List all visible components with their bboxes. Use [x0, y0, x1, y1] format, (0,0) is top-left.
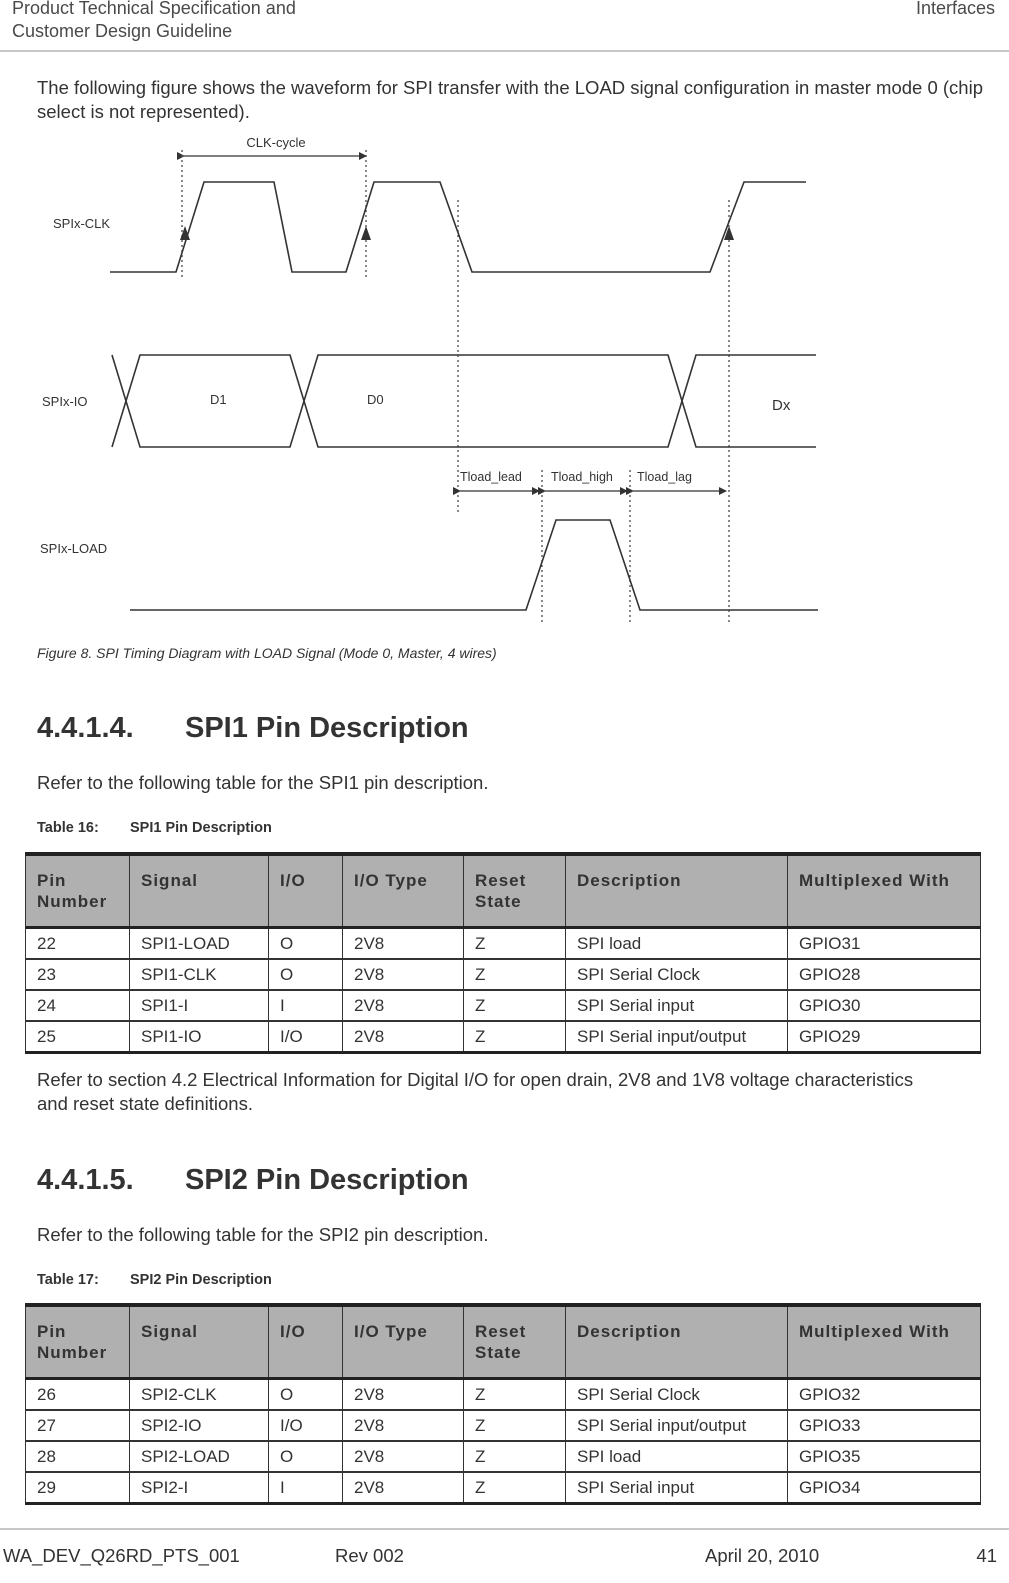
- col-header-multiplexed: Multiplexed With: [788, 1305, 981, 1379]
- cell-multiplexed: GPIO34: [788, 1472, 981, 1504]
- section-title: SPI2 Pin Description: [185, 1164, 469, 1196]
- cell-reset: Z: [464, 1472, 566, 1504]
- load-signal-label: SPIx-LOAD: [40, 541, 108, 556]
- cell-pin: 23: [26, 959, 130, 990]
- cell-multiplexed: GPIO35: [788, 1441, 981, 1472]
- cell-signal: SPI2-IO: [130, 1410, 269, 1441]
- cell-description: SPI Serial Clock: [566, 1379, 788, 1411]
- cell-signal: SPI1-I: [130, 990, 269, 1021]
- cell-io: O: [269, 1379, 343, 1411]
- cell-io-type: 2V8: [343, 1379, 464, 1411]
- timing-guide-lines: [182, 150, 729, 625]
- cell-signal: SPI2-LOAD: [130, 1441, 269, 1472]
- cell-io: O: [269, 928, 343, 960]
- cell-pin: 27: [26, 1410, 130, 1441]
- io-signal-label: SPIx-IO: [42, 394, 88, 409]
- cell-multiplexed: GPIO31: [788, 928, 981, 960]
- cell-description: SPI load: [566, 928, 788, 960]
- spi2-pin-table: [25, 1303, 981, 1505]
- cell-io: I/O: [269, 1021, 343, 1053]
- col-header-description: Description: [566, 854, 788, 928]
- footer-rule: [0, 1528, 1009, 1530]
- table-caption: [37, 820, 272, 836]
- tload-high-label: Tload_high: [551, 470, 613, 484]
- col-header-description: Description: [566, 1305, 788, 1379]
- tload-lead-label: Tload_lead: [460, 470, 522, 484]
- clk-rising-edge-marker: [361, 226, 371, 240]
- table-caption: [37, 1272, 272, 1288]
- cell-multiplexed: GPIO29: [788, 1021, 981, 1053]
- cell-io-type: 2V8: [343, 1410, 464, 1441]
- table-header-row: [26, 854, 981, 928]
- cell-reset: Z: [464, 990, 566, 1021]
- table-row: [26, 1441, 981, 1472]
- header-title-line2: Customer Design Guideline: [12, 21, 233, 41]
- cell-description: SPI Serial input/output: [566, 1021, 788, 1053]
- col-header-signal: Signal: [130, 854, 269, 928]
- col-header-pin-number: Pin Number: [26, 1305, 130, 1379]
- table-caption-title: SPI1 Pin Description: [130, 820, 272, 836]
- cell-io: I: [269, 990, 343, 1021]
- col-header-io-type: I/O Type: [343, 1305, 464, 1379]
- table-row: [26, 990, 981, 1021]
- footer-page-number: 41: [976, 1545, 997, 1566]
- section-title: SPI1 Pin Description: [185, 712, 469, 744]
- cell-reset: Z: [464, 928, 566, 960]
- cell-io: O: [269, 959, 343, 990]
- section-heading-spi1: [37, 712, 469, 745]
- load-waveform: [130, 520, 818, 610]
- figure-caption: Figure 8. SPI Timing Diagram with LOAD Signal (Mode 0, Master, 4 wires): [37, 645, 497, 661]
- col-header-signal: Signal: [130, 1305, 269, 1379]
- cell-reset: Z: [464, 1379, 566, 1411]
- cell-signal: SPI2-I: [130, 1472, 269, 1504]
- col-header-pin-number: Pin Number: [26, 854, 130, 928]
- cell-io: I: [269, 1472, 343, 1504]
- section-number: 4.4.1.4.: [37, 712, 134, 744]
- electrical-note: Refer to section 4.2 Electrical Information for Digital I/O for open drain, 2V8 and 1V8 voltage characteristics and reset state definitions.: [37, 1069, 914, 1114]
- table-row: [26, 928, 981, 960]
- cell-reset: Z: [464, 1410, 566, 1441]
- cell-io-type: 2V8: [343, 1472, 464, 1504]
- cell-pin: 28: [26, 1441, 130, 1472]
- cell-pin: 24: [26, 990, 130, 1021]
- header-title: [12, 0, 296, 43]
- section-intro: Refer to the following table for the SPI2 pin description.: [37, 1224, 489, 1245]
- cell-io: I/O: [269, 1410, 343, 1441]
- cell-multiplexed: GPIO28: [788, 959, 981, 990]
- cell-reset: Z: [464, 1021, 566, 1053]
- io-data-dx: Dx: [772, 397, 791, 414]
- cell-io-type: 2V8: [343, 990, 464, 1021]
- io-data-d1: D1: [210, 392, 227, 407]
- header-rule: [0, 50, 1009, 52]
- section-heading-spi2: [37, 1164, 469, 1197]
- cell-pin: 25: [26, 1021, 130, 1053]
- table-caption-label: Table 17:: [37, 1272, 99, 1288]
- section-number: 4.4.1.5.: [37, 1164, 134, 1196]
- cell-io: O: [269, 1441, 343, 1472]
- spi-timing-diagram: [0, 128, 1009, 633]
- footer-revision: Rev 002: [335, 1545, 404, 1566]
- cell-signal: SPI1-LOAD: [130, 928, 269, 960]
- cell-multiplexed: GPIO32: [788, 1379, 981, 1411]
- col-header-reset-state: Reset State: [464, 1305, 566, 1379]
- cell-signal: SPI1-CLK: [130, 959, 269, 990]
- tload-lag-label: Tload_lag: [637, 470, 692, 484]
- table-row: [26, 959, 981, 990]
- cell-io-type: 2V8: [343, 1021, 464, 1053]
- cell-description: SPI Serial Clock: [566, 959, 788, 990]
- header-section: Interfaces: [915, 0, 995, 18]
- clk-signal-label: SPIx-CLK: [53, 216, 111, 231]
- table-caption-label: Table 16:: [37, 820, 99, 836]
- table-row: [26, 1021, 981, 1053]
- cell-io-type: 2V8: [343, 959, 464, 990]
- col-header-io: I/O: [269, 854, 343, 928]
- col-header-io-type: I/O Type: [343, 854, 464, 928]
- cell-description: SPI Serial input/output: [566, 1410, 788, 1441]
- footer-doc-id: WA_DEV_Q26RD_PTS_001: [3, 1545, 240, 1566]
- clk-cycle-label: CLK-cycle: [246, 135, 306, 150]
- cell-description: SPI Serial input: [566, 1472, 788, 1504]
- cell-multiplexed: GPIO33: [788, 1410, 981, 1441]
- cell-description: SPI Serial input: [566, 990, 788, 1021]
- section-intro: Refer to the following table for the SPI1 pin description.: [37, 772, 489, 793]
- cell-reset: Z: [464, 1441, 566, 1472]
- spi1-pin-table: [25, 852, 981, 1054]
- io-data-d0: D0: [367, 392, 384, 407]
- col-header-multiplexed: Multiplexed With: [788, 854, 981, 928]
- footer-date: April 20, 2010: [705, 1545, 820, 1566]
- cell-io-type: 2V8: [343, 1441, 464, 1472]
- cell-signal: SPI1-IO: [130, 1021, 269, 1053]
- table-row: [26, 1410, 981, 1441]
- col-header-io: I/O: [269, 1305, 343, 1379]
- table-caption-title: SPI2 Pin Description: [130, 1272, 272, 1288]
- cell-pin: 29: [26, 1472, 130, 1504]
- table-header-row: [26, 1305, 981, 1379]
- col-header-reset-state: Reset State: [464, 854, 566, 928]
- cell-multiplexed: GPIO30: [788, 990, 981, 1021]
- cell-io-type: 2V8: [343, 928, 464, 960]
- cell-pin: 26: [26, 1379, 130, 1411]
- cell-signal: SPI2-CLK: [130, 1379, 269, 1411]
- table-row: [26, 1472, 981, 1504]
- header-title-line1: Product Technical Specification and: [12, 0, 296, 18]
- cell-pin: 22: [26, 928, 130, 960]
- intro-paragraph: The following figure shows the waveform for SPI transfer with the LOAD signal configuration in master mode 0 (chip select is not represented).: [37, 77, 983, 122]
- cell-description: SPI load: [566, 1441, 788, 1472]
- cell-reset: Z: [464, 959, 566, 990]
- table-row: [26, 1379, 981, 1411]
